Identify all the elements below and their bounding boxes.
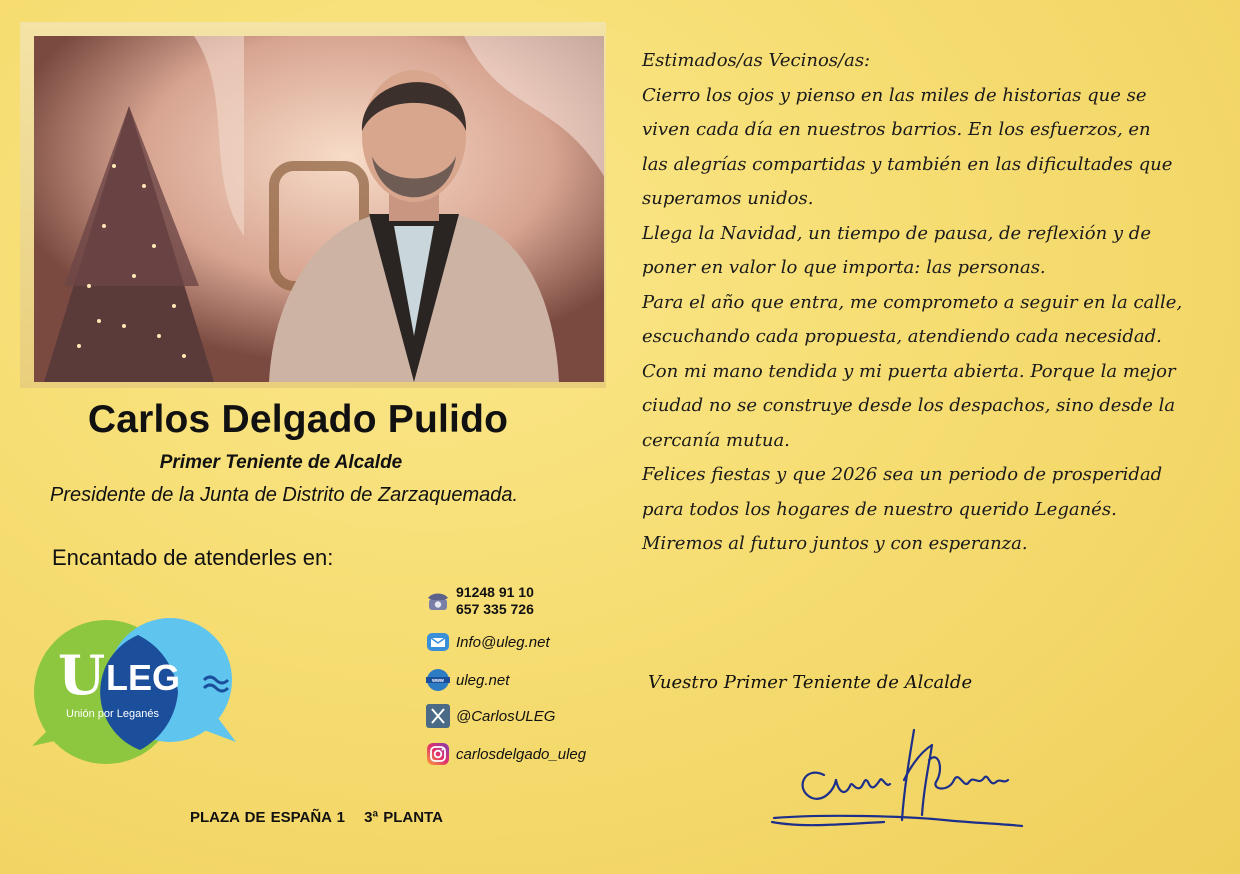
- letter-line: Llega la Navidad, un tiempo de pausa, de reflexión y de: [642, 222, 1151, 244]
- letter-line: las alegrías compartidas y también en las dificultades que: [642, 153, 1173, 175]
- letter-line: Felices fiestas y que 2026 sea un periodo de prosperidad: [642, 464, 1163, 485]
- letter-line: poner en valor lo que importa: las personas.: [642, 257, 1046, 278]
- address-floor: 3ª PLANTA: [364, 809, 443, 826]
- phone-2[interactable]: 657 335 726: [456, 601, 534, 617]
- person-role: Primer Teniente de Alcalde: [159, 452, 403, 473]
- svg-text:www: www: [432, 678, 444, 684]
- letter-line: Para el año que entra, me comprometo a seguir en la calle,: [642, 291, 1183, 313]
- logo-tagline: Unión por Leganés: [66, 708, 159, 720]
- letter-line: cercanía mutua.: [642, 429, 790, 451]
- letter-line: ciudad no se construye desde los despachos, sino desde la: [642, 395, 1176, 416]
- letter-body: [642, 44, 1227, 562]
- letter-closing: Vuestro Primer Teniente de Alcalde: [648, 672, 973, 693]
- web-link[interactable]: uleg.net: [456, 671, 510, 689]
- letter-line: Con mi mano tendida y mi puerta abierta. Porque la mejor: [642, 360, 1176, 382]
- letter-line: para todos los hogares de nuestro querido Leganés.: [642, 498, 1117, 520]
- letter-line: viven cada día en nuestros barrios. En los esfuerzos, en: [642, 119, 1151, 140]
- twitter-handle[interactable]: @CarlosULEG: [456, 707, 556, 725]
- handwritten-signature: [764, 720, 1034, 840]
- logo-word: LEG: [106, 657, 181, 698]
- portrait-illustration: [34, 36, 604, 382]
- person-name: Carlos Delgado Pulido: [87, 398, 509, 441]
- contact-twitter: [426, 704, 555, 728]
- letter-line: Miremos al futuro juntos y con esperanza.: [642, 533, 1028, 554]
- contact-intro: Encantado de atenderles en:: [52, 545, 334, 570]
- contact-phones: [426, 584, 534, 618]
- contact-instagram: [426, 742, 586, 766]
- phone-1[interactable]: 91248 91 10: [456, 584, 534, 600]
- mail-icon: [426, 630, 450, 654]
- contact-email: [426, 630, 550, 654]
- person-position: Presidente de la Junta de Distrito de Zarzaquemada.: [50, 484, 519, 506]
- portrait-photo: [34, 36, 604, 382]
- logo-letter: U: [58, 643, 106, 707]
- globe-icon: [426, 668, 450, 692]
- telephone-icon: [426, 589, 450, 613]
- x-twitter-icon: [426, 704, 450, 728]
- instagram-icon: [426, 742, 450, 766]
- instagram-handle[interactable]: carlosdelgado_uleg: [456, 745, 587, 763]
- address-street: PLAZA DE ESPAÑA 1: [190, 809, 345, 826]
- letter-greeting: Estimados/as Vecinos/as:: [642, 50, 871, 71]
- letter-line: escuchando cada propuesta, atendiendo cada necesidad.: [642, 326, 1162, 347]
- office-address: [190, 809, 443, 826]
- email-link[interactable]: Info@uleg.net: [456, 633, 550, 651]
- letter-line: Cierro los ojos y pienso en las miles de historias que se: [642, 84, 1147, 106]
- contact-web: [426, 668, 509, 692]
- letter-line: superamos unidos.: [642, 188, 814, 209]
